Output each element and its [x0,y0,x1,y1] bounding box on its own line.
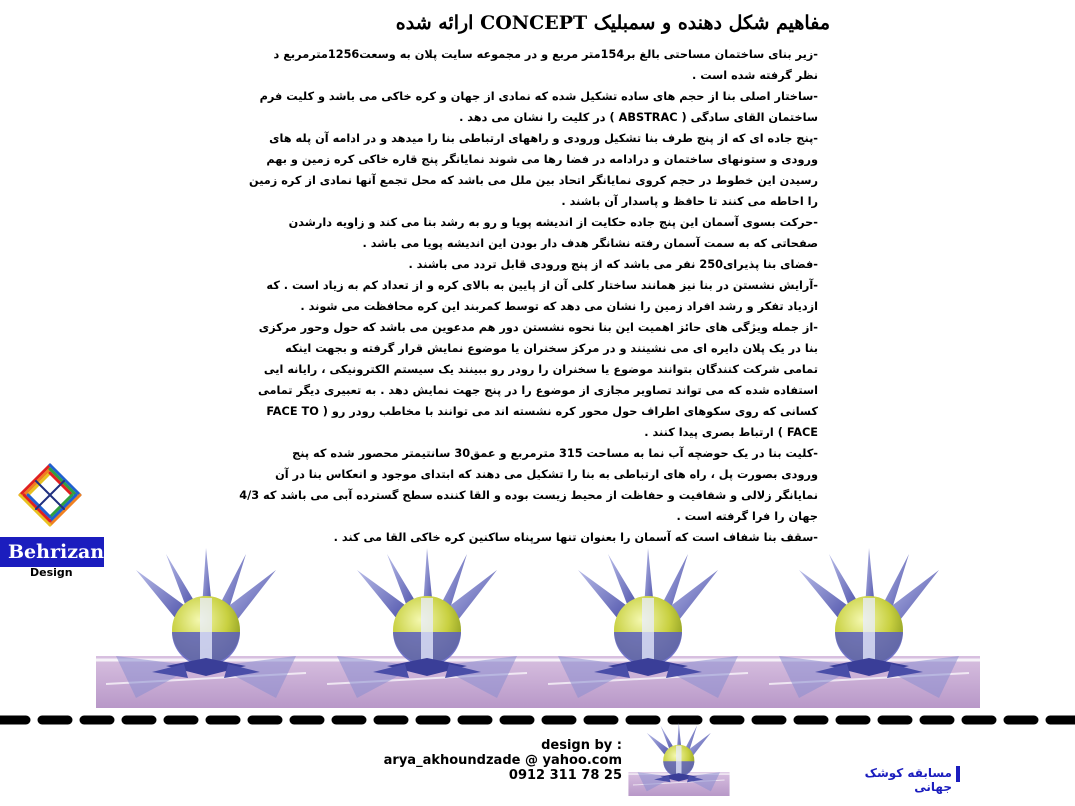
text-line: -از جمله ویژگی های حائز اهمیت این بنا نحوه نشستن دور هم مدعوین می باشد که حول وحور مرکزی [258,321,818,334]
brand-subtitle: Design [30,566,73,579]
behrizan-logo-mark [8,462,92,528]
text-line: -فضای بنا پذیرای250 نفر می باشد که از پنج ورودی قابل تردد می باشند . [408,258,818,271]
text-line: ورودی بصورت پل ، راه های ارتباطی به بنا را تشکیل می دهند که ابتدای موجود و انعکاس بنا در آن [275,468,818,481]
text-line: ازدیاد تفکر و رشد افراد زمین را نشان می دهد که توسط کمربند این کره محافظت می شوند . [300,300,818,313]
designer-phone: 0912 311 78 25 [508,768,622,783]
text-line: رسیدن این خطوط در حجم کروی نمایانگر اتحاد بین ملل می باشد که محل تجمع آنها نمادی از کره زمین [249,174,818,187]
text-line: نمایانگر زلالی و شفافیت و حفاظت از محیط زیست بوده و القا کننده سطح گسترده آبی می باشد که 4/3 [239,489,818,502]
text-line: -حرکت بسوی آسمان این پنج جاده حکایت از اندیشه پویا و رو به رشد بنا می کند و زاویه دارشدن [288,216,818,229]
text-line: جهان را فرا گرفته است . [676,510,818,523]
mini-building-render [628,742,730,796]
text-line: صفحاتی که به سمت آسمان رفته نشانگر هدف دار بودن این اندیشه پویا می باشد . [362,237,818,250]
concept-text-block [239,44,818,544]
text-line: -زیر بنای ساختمان مساحتی بالغ بر154متر مربع و در مجموعه سایت پلان به وسعت1256مترمربع د [273,48,818,61]
text-line: بنا در یک پلان دایره ای می نشینند و در مرکز سخنران یا موضوع نمایش قرار گرفته و بجهت اینکه [285,342,818,355]
document-title: مفاهیم شکل دهنده و سمبلیک CONCEPT ارائه شده [395,12,830,34]
text-line: -کلیت بنا در یک حوضچه آب نما به مساحت 315 مترمربع و عمق30 سانتیمتر محصور شده که پنج [292,447,818,460]
text-line: را احاطه می کنند تا حافظ و پاسدار آن باشند . [561,195,818,208]
text-line: ورودی و ستونهای ساختمان و درادامه در فضا رها می شوند نمایانگر پنج قاره خاکی کره زمین و بهم [266,153,818,166]
text-line: ساختمان القای سادگی ( ABSTRAC ) در کلیت را نشان می دهد . [459,111,818,124]
competition-title: مسابقه کوشک جهانی [864,766,952,794]
text-line: -پنج جاده ای که از پنج طرف بنا تشکیل ورودی و راههای ارتباطی بنا را میدهد و در ادامه آن پله های [269,132,818,145]
dashed-divider [0,712,1075,728]
text-line: FACE ) ارتباط بصری پیدا کنند . [644,426,818,439]
text-line: -سقف بنا شفاف است که آسمان را بعنوان تنها سرپناه ساکنین کره خاکی القا می کند . [333,531,818,544]
building-renders-strip [96,548,980,708]
designer-email: arya_akhoundzade @ yahoo.com [383,753,622,768]
designer-label: design by : [541,738,622,753]
text-line: -ساختار اصلی بنا از حجم های ساده تشکیل شده که نمادی از جهان و کره خاکی می باشد و کلیت فرم [259,90,818,103]
text-line: تمامی شرکت کنندگان بتوانند موضوع یا سخنران را رودر رو ببینند یک سیستم الکترونیکی ، رایانه ایی [263,363,818,376]
contact-block [380,738,622,783]
text-line: نظر گرفته شده است . [692,69,818,82]
brand-name-box: Behrizan [0,537,104,567]
text-line: کسانی که روی سکوهای اطراف حول محور کره نشسته اند می توانند با مخاطب رودر رو ( FACE TO [266,405,818,418]
text-line: استفاده شده که می تواند تصاویر مجازی از موضوع را در پنج جهت نمایش دهد . به تعبیری دیگر تمامی [258,384,818,397]
footer-accent-bar [956,766,960,782]
text-line: -آرایش نشستن در بنا نیز همانند ساختار کلی آن از پایین به بالای کره و از تعداد کم به زیاد است . که [266,279,818,292]
